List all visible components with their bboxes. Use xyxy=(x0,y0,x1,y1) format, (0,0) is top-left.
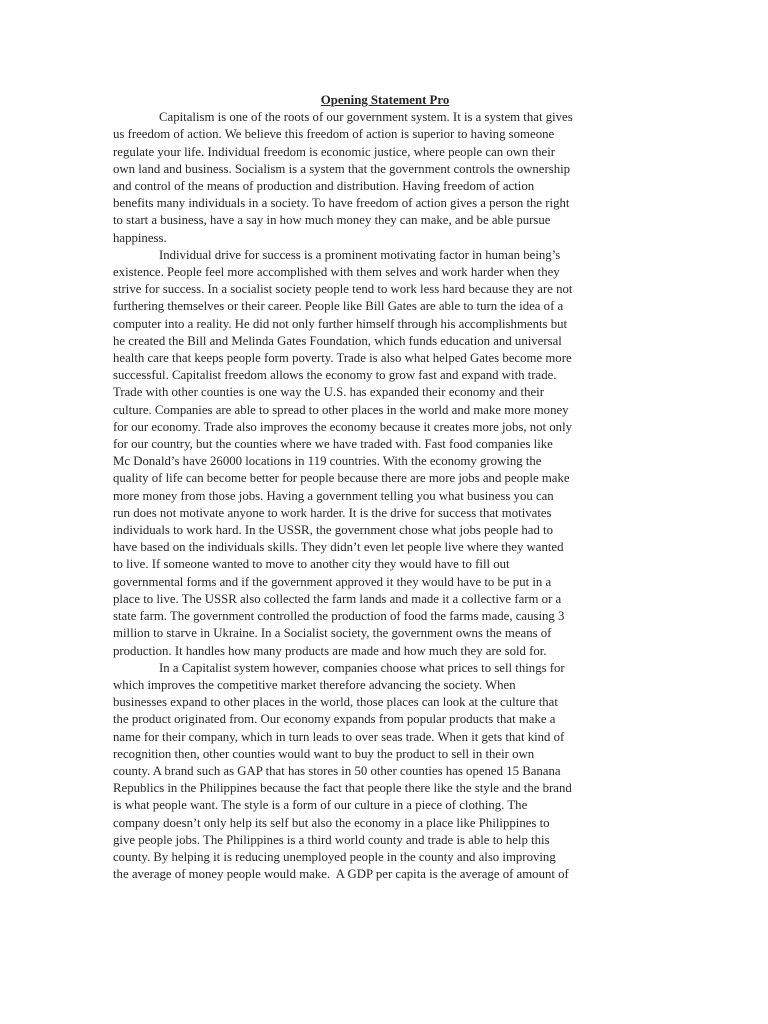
text-line: governmental forms and if the government approved it they would have to be put in a xyxy=(113,574,552,589)
text-line: county. By helping it is reducing unemployed people in the county and also improving xyxy=(113,849,556,864)
text-line: Capitalism is one of the roots of our government system. It is a system that gives xyxy=(159,110,573,125)
text-line: individuals to work hard. In the USSR, the government chose what jobs people had to xyxy=(113,523,553,538)
text-line: recognition then, other counties would want to buy the product to sell in their own xyxy=(113,746,535,761)
paragraph xyxy=(113,109,657,247)
document-title: Opening Statement Pro xyxy=(320,93,450,107)
text-line: county. A brand such as GAP that has stores in 50 other counties has opened 15 Banana xyxy=(113,763,561,778)
text-line: Individual drive for success is a prominent motivating factor in human being’s xyxy=(159,247,561,262)
document-body xyxy=(113,92,657,883)
text-line: for our economy. Trade also improves the economy because it creates more jobs, not only xyxy=(113,419,573,434)
text-line: company doesn’t only help its self but also the economy in a place like Philippines to xyxy=(113,815,550,830)
text-line: name for their company, which in turn leads to over seas trade. When it gets that kind of xyxy=(113,729,565,744)
text-line: successful. Capitalist freedom allows the economy to grow fast and expand with trade. xyxy=(113,368,557,383)
text-line: strive for success. In a socialist society people tend to work less hard because they are not xyxy=(113,282,573,297)
text-line: Republics in the Philippines because the fact that people there like the style and the brand xyxy=(113,781,572,796)
text-line: Trade with other counties is one way the U.S. has expanded their economy and their xyxy=(113,385,544,400)
text-line: million to starve in Ukraine. In a Socialist society, the government owns the means of xyxy=(113,626,552,641)
text-line: run does not motivate anyone to work harder. It is the drive for success that motivates xyxy=(113,505,552,520)
text-line: more money from those jobs. Having a government telling you what business you can xyxy=(113,488,554,503)
text-line: happiness. xyxy=(113,230,167,245)
text-line: benefits many individuals in a society. To have freedom of action gives a person the right xyxy=(113,196,570,211)
text-line: own land and business. Socialism is a system that the government controls the ownership xyxy=(113,161,571,176)
text-line: the product originated from. Our economy expands from popular products that make a xyxy=(113,712,556,727)
paragraph xyxy=(113,247,657,660)
text-line: for our country, but the counties where we have traded with. Fast food companies like xyxy=(113,437,553,452)
text-line: give people jobs. The Philippines is a third world county and trade is able to help this xyxy=(113,832,550,847)
text-line: which improves the competitive market therefore advancing the society. When xyxy=(113,677,516,692)
text-line: computer into a reality. He did not only further himself through his accomplishments but xyxy=(113,316,568,331)
text-line: us freedom of action. We believe this freedom of action is superior to having someone xyxy=(113,127,555,142)
text-line: furthering themselves or their career. People like Bill Gates are able to turn the idea of a xyxy=(113,299,564,314)
paragraph-container xyxy=(113,109,657,883)
text-line: and control of the means of production and distribution. Having freedom of action xyxy=(113,179,535,194)
text-line: Mc Donald’s have 26000 locations in 119 countries. With the economy growing the xyxy=(113,454,542,469)
text-line: regulate your life. Individual freedom is economic justice, where people can own their xyxy=(113,144,556,159)
text-line: In a Capitalist system however, companies choose what prices to sell things for xyxy=(159,660,565,675)
text-line: is what people want. The style is a form of our culture in a piece of clothing. The xyxy=(113,798,528,813)
text-line: to live. If someone wanted to move to another city they would have to fill out xyxy=(113,557,510,572)
text-line: health care that keeps people form poverty. Trade is also what helped Gates become more xyxy=(113,351,572,366)
text-line: existence. People feel more accomplished with them selves and work harder when they xyxy=(113,265,560,280)
text-line: place to live. The USSR also collected the farm lands and made it a collective farm or a xyxy=(113,591,562,606)
text-line: he created the Bill and Melinda Gates Foundation, which funds education and universal xyxy=(113,333,562,348)
text-line: businesses expand to other places in the world, those places can look at the culture that xyxy=(113,695,558,710)
text-line: have based on the individuals skills. They didn’t even let people live where they wanted xyxy=(113,540,564,555)
text-line: quality of life can become better for people because there are more jobs and people make xyxy=(113,471,570,486)
text-line: the average of money people would make. A GDP per capita is the average of amount of xyxy=(113,867,569,882)
paragraph xyxy=(113,660,657,884)
text-line: state farm. The government controlled the production of food the farms made, causing 3 xyxy=(113,609,565,624)
text-line: to start a business, have a say in how much money they can make, and be able pursue xyxy=(113,213,551,228)
text-line: production. It handles how many products are made and how much they are sold for. xyxy=(113,643,547,658)
text-line: culture. Companies are able to spread to other places in the world and make more money xyxy=(113,402,569,417)
